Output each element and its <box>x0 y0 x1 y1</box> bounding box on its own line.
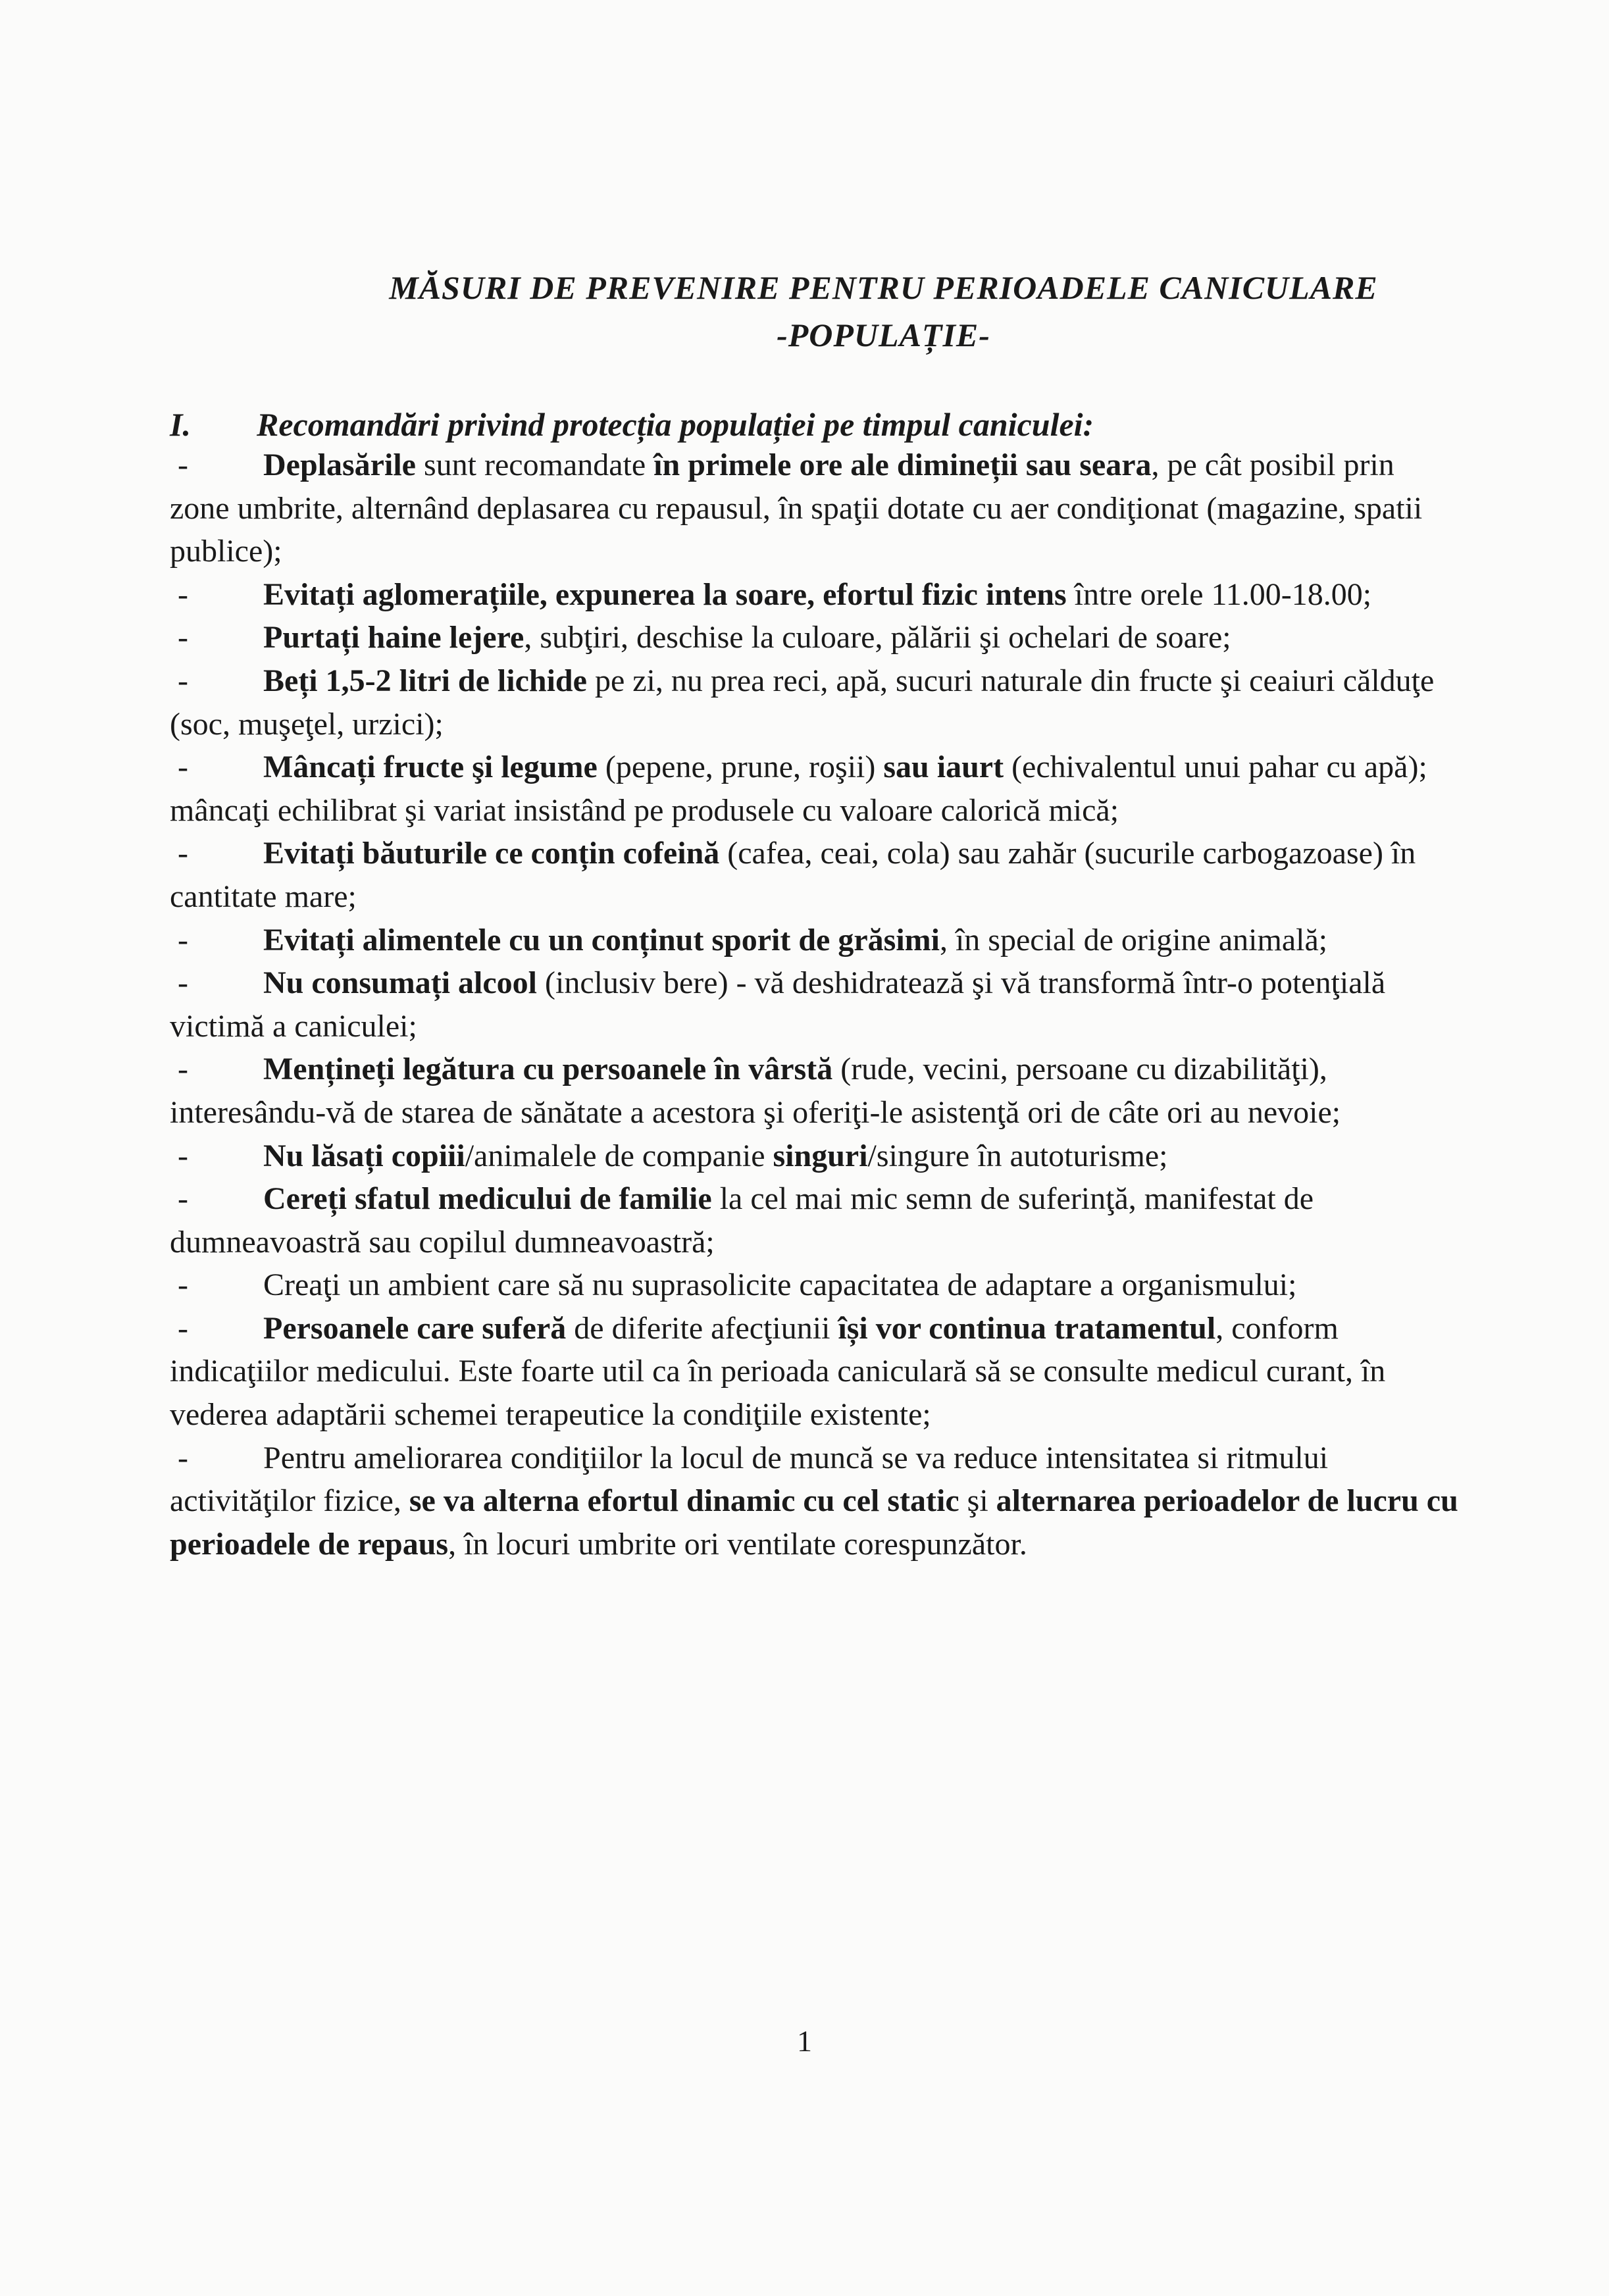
bold-text: Deplasările <box>263 447 416 482</box>
text: de diferite afecţiunii <box>566 1310 838 1346</box>
text: între orele 11.00-18.00; <box>1066 576 1372 612</box>
bold-text: alternarea perioadelor de lucru cu perioadele de repaus <box>170 1483 1458 1562</box>
section-number: I. <box>170 406 191 443</box>
bold-text: Evitați aglomerațiile, expunerea la soare, efortul fizic intens <box>263 576 1067 612</box>
recommendations-list <box>170 444 1460 1566</box>
text: /animalele de companie <box>465 1138 773 1173</box>
list-item <box>170 616 1460 659</box>
text: posibil prin zone umbrite, alternând deplasarea cu repausul, în spaţii dotate cu aer condiţionat (magazine, spatii publice); <box>170 447 1423 569</box>
bullet-dash: - <box>178 1181 188 1217</box>
section-heading <box>170 405 1094 444</box>
list-item <box>170 659 1460 746</box>
bullet-dash: - <box>178 1052 188 1087</box>
text: (inclusiv bere) - vă deshidratează şi vă transformă într-o potenţială victimă a caniculei; <box>170 965 1386 1044</box>
bullet-dash: - <box>178 1440 188 1475</box>
text: Creaţi un ambient care să nu suprasolicite capacitatea de adaptare a organismului; <box>263 1267 1297 1303</box>
bullet-dash: - <box>178 663 188 698</box>
section-title: Recomandări privind protecția populației pe timpul caniculei: <box>257 406 1094 443</box>
text: şi <box>959 1483 996 1519</box>
text: , în locuri umbrite ori ventilate corespunzător. <box>448 1526 1027 1562</box>
text: , subţiri, deschise la culoare, pălării şi ochelari de soare; <box>524 620 1231 655</box>
bold-text: Cereți sfatul medicului de familie <box>263 1181 712 1217</box>
text: (pepene, prune, roşii) <box>597 750 884 785</box>
text: , pe cât <box>1151 447 1242 482</box>
bullet-dash: - <box>178 1267 188 1303</box>
bold-text: Beți 1,5-2 litri de lichide <box>263 663 587 698</box>
bullet-dash: - <box>178 620 188 655</box>
list-item <box>170 444 1460 573</box>
page-number: 1 <box>797 2024 812 2058</box>
bullet-dash: - <box>178 965 188 1001</box>
text: , în special de origine animală; <box>939 922 1328 957</box>
list-item <box>170 1307 1460 1437</box>
bold-text: Nu consumați alcool <box>263 965 538 1001</box>
bullet-dash: - <box>178 922 188 957</box>
bullet-dash: - <box>178 1310 188 1346</box>
list-item <box>170 1048 1460 1134</box>
list-item <box>170 746 1460 832</box>
bullet-dash: - <box>178 836 188 871</box>
bold-text: sau iaurt <box>883 750 1004 785</box>
bold-text: Persoanele care suferă <box>263 1310 567 1346</box>
list-item <box>170 832 1460 918</box>
bold-text: Evitați băuturile ce conțin cofeină <box>263 836 720 871</box>
bold-text: în primele ore ale dimineții sau seara <box>653 447 1152 482</box>
text: Pentru ameliorarea condiţiilor la locul de muncă se va reduce intensitatea si ritmului activităţilor fizice, <box>170 1440 1329 1519</box>
text: /singure în autoturisme; <box>867 1138 1168 1173</box>
bold-text: Mențineți legătura cu persoanele în vârstă <box>263 1052 833 1087</box>
text: , conform indicaţiilor medicului. Este foarte util ca în perioada caniculară să se consulte medicul curant, în vederea adaptării schemei terapeutice la condiţiile existente; <box>170 1310 1386 1433</box>
text: (cafea, ceai, cola) sau zahăr (sucurile carbogazoase) în cantitate mare; <box>170 836 1416 914</box>
bold-text: se va alterna efortul dinamic cu cel static <box>409 1483 959 1519</box>
list-item <box>170 1135 1460 1178</box>
bold-text: Mâncați fructe şi legume <box>263 750 598 785</box>
bold-text: își vor continua tratamentul <box>838 1310 1216 1346</box>
bold-text: Nu lăsați copiii <box>263 1138 465 1173</box>
bullet-dash: - <box>178 1138 188 1173</box>
text: (rude, vecini, persoane cu dizabilităţi), interesându-vă de starea de sănătate a acestora şi oferiţi-le asistenţă ori de câte ori au nevoie; <box>170 1052 1341 1130</box>
document-title: MĂSURI DE PREVENIRE PENTRU PERIOADELE CANICULARE <box>389 269 1378 306</box>
bullet-dash: - <box>178 447 188 482</box>
list-item <box>170 961 1460 1048</box>
list-item <box>170 1437 1460 1566</box>
bold-text: singuri <box>773 1138 868 1173</box>
document-subtitle: -POPULAȚIE- <box>777 317 990 353</box>
bullet-dash: - <box>178 576 188 612</box>
text: (echivalentul unui pahar cu apă); mâncaţi echilibrat şi variat insistând pe produsele cu valoare calorică mică; <box>170 750 1427 828</box>
text: pe zi, nu prea reci, apă, sucuri naturale din fructe şi ceaiuri călduţe (soc, muşeţel, urzici); <box>170 663 1435 742</box>
list-item <box>170 919 1460 962</box>
bold-text: Evitați alimentele cu un conținut sporit de grăsimi <box>263 922 940 957</box>
list-item <box>170 573 1460 617</box>
bullet-dash: - <box>178 750 188 785</box>
list-item <box>170 1177 1460 1263</box>
bold-text: Purtați haine lejere <box>263 620 524 655</box>
text: sunt recomandate <box>415 447 654 482</box>
list-item <box>170 1263 1460 1307</box>
text: la cel mai mic semn de suferinţă, manifestat de dumneavoastră sau copilul dumneavoastră; <box>170 1181 1314 1260</box>
